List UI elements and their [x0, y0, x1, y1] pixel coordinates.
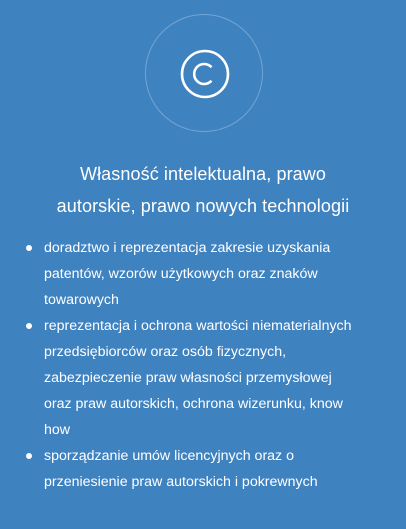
bullet-icon [26, 245, 32, 251]
list-item: reprezentacja i ochrona wartości niematerialnych przedsiębiorców oraz osób fizycznych, zabezpieczenie praw własności przemysłowej oraz praw autorskich, ochrona wizerunku, know how [24, 313, 386, 443]
card-title-line-1: Własność intelektualna, prawo [79, 164, 327, 184]
bullet-icon [26, 453, 32, 459]
card-title-line-2: autorskie, prawo nowych technologii [56, 196, 350, 216]
list-item: sporządzanie umów licencyjnych oraz o przeniesienie praw autorskich i pokrewnych [24, 443, 386, 495]
icon-circle [145, 14, 263, 132]
service-list [24, 235, 386, 495]
card-title [20, 158, 386, 222]
copyright-icon [180, 49, 230, 99]
bullet-icon [26, 323, 32, 329]
list-item: doradztwo i reprezentacja zakresie uzyskania patentów, wzorów użytkowych oraz znaków towarowych [24, 235, 386, 313]
